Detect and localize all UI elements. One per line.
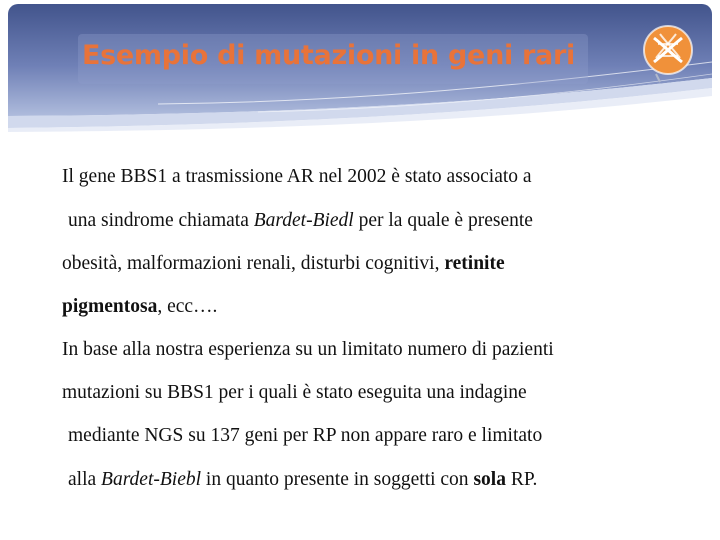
body-line-4: pigmentosa, ecc…. [62,296,218,317]
body-line-5: In base alla nostra esperienza su un limitato numero di pazienti [62,339,554,360]
emphasis-retinite: retinite [444,253,505,274]
body-line-3: obesità, malformazioni renali, disturbi cognitivi, retinite [62,253,505,274]
emphasis-pigmentosa: pigmentosa [62,296,158,317]
emphasis-sola: sola [473,469,506,490]
dna-helix-logo-icon [636,20,700,84]
body-line-8: alla Bardet-Biebl in quanto presente in soggetti con sola RP. [68,469,538,490]
syndrome-name-2: Bardet-Biebl [101,469,202,490]
body-line-6: mutazioni su BBS1 per i quali è stato eseguita una indagine [62,382,527,403]
slide-title: Esempio di mutazioni in geni rari [82,40,575,71]
body-line-1: Il gene BBS1 a trasmissione AR nel 2002 è stato associato a [62,166,532,187]
body-line-7: mediante NGS su 137 geni per RP non appare raro e limitato [68,425,543,446]
body-line-2: una sindrome chiamata Bardet-Biedl per la quale è presente [68,210,533,231]
syndrome-name: Bardet-Biedl [253,210,354,231]
